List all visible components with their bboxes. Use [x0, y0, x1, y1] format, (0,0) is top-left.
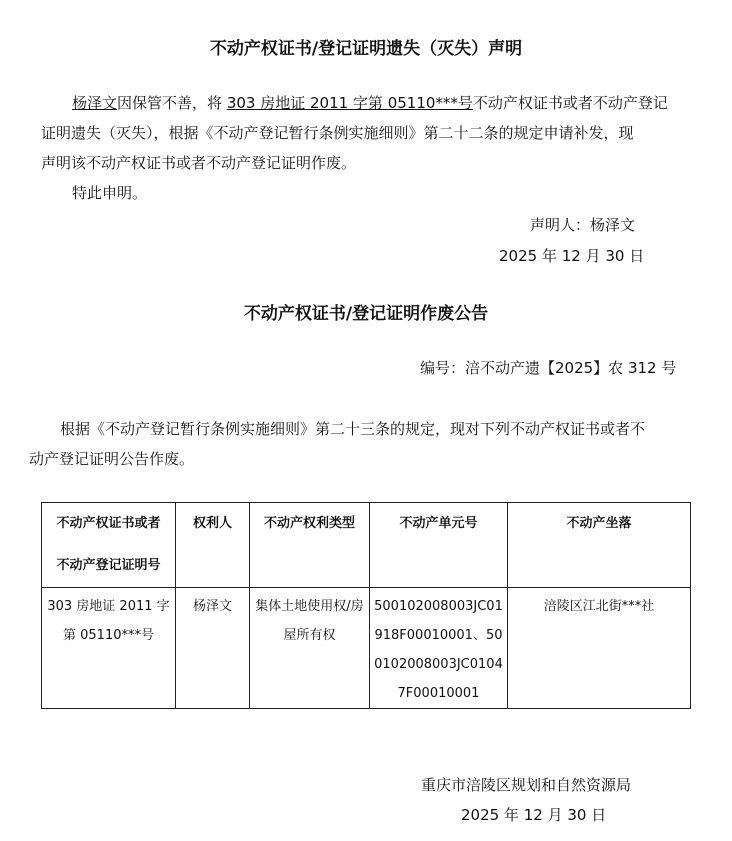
notice-line2: 动产登记证明公告作废。	[29, 450, 195, 468]
declaration-text-b: 不动产权证书或者不动产登记	[472, 94, 668, 112]
table-header-row	[42, 503, 691, 588]
cell-right-type: 集体土地使用权/房屋所有权	[250, 588, 370, 709]
declaration-special: 特此申明。	[72, 184, 148, 202]
notice-title: 不动产权证书/登记证明作废公告	[243, 304, 489, 324]
declarant-label: 声明人：	[530, 216, 591, 234]
notice-line1: 根据《不动产登记暂行条例实施细则》第二十三条的规定，现对下列不动产权证书或者不	[60, 420, 646, 438]
header-cert-no-line1: 不动产权证书或者	[56, 516, 161, 531]
declarant-signature	[530, 210, 635, 240]
header-cert-no	[42, 503, 176, 588]
header-unit-no: 不动产单元号	[370, 503, 508, 588]
void-certificate-table	[41, 502, 691, 709]
header-location: 不动产坐落	[508, 503, 691, 588]
cell-location: 涪陵区江北街***社	[508, 588, 691, 709]
header-cert-no-line2: 不动产登记证明号	[56, 558, 161, 573]
certificate-number: 303 房地证 2011 字第 05110***号	[226, 94, 473, 112]
notice-number: 编号：涪不动产遗【2025】农 312 号	[420, 359, 677, 377]
table-row	[42, 588, 691, 709]
declarant-name: 杨泽文	[590, 216, 636, 234]
notice-date: 2025 年 12 月 30 日	[461, 806, 607, 824]
declaration-title: 不动产权证书/登记证明遗失（灭失）声明	[209, 39, 523, 59]
issuer-name: 重庆市涪陵区规划和自然资源局	[421, 776, 632, 794]
declaration-body	[41, 88, 701, 208]
declaration-date: 2025 年 12 月 30 日	[499, 247, 645, 265]
cell-unit-no: 500102008003JC01918F00010001、500102008003JC01047F00010001	[370, 588, 508, 709]
notice-body	[29, 414, 709, 474]
header-right-type: 不动产权利类型	[250, 503, 370, 588]
declaration-line3: 声明该不动产权证书或者不动产登记证明作废。	[41, 154, 357, 172]
cell-holder: 杨泽文	[176, 588, 250, 709]
header-holder: 权利人	[176, 503, 250, 588]
declaration-text-a: 因保管不善，将	[117, 94, 223, 112]
declarant-person: 杨泽文	[72, 94, 118, 112]
declaration-line2: 证明遗失（灭失），根据《不动产登记暂行条例实施细则》第二十二条的规定申请补发，现	[41, 124, 634, 142]
cell-cert-no: 303 房地证 2011 字第 05110***号	[42, 588, 176, 709]
